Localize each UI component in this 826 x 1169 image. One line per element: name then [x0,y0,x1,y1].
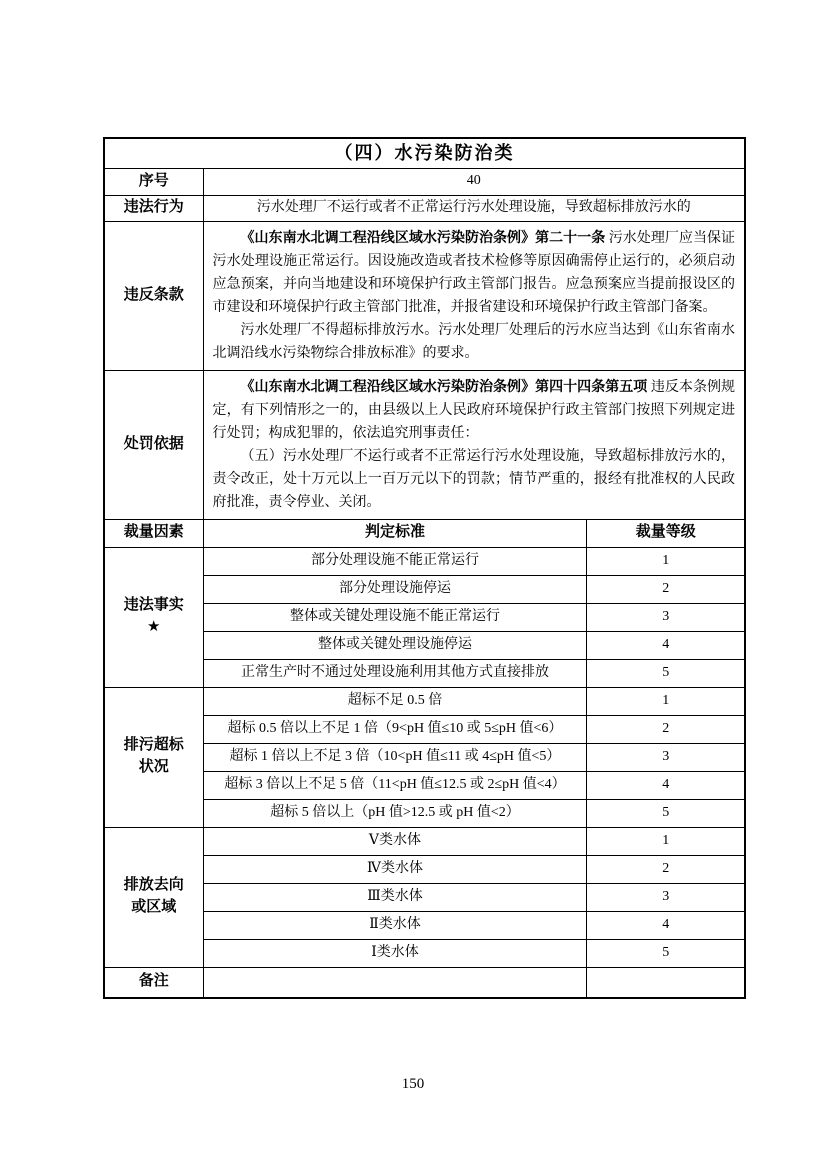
criteria-cell: 正常生产时不通过处理设施利用其他方式直接排放 [203,659,587,687]
penalty-paragraph-1-text: 违反本条例规定，有下列情形之一的，由县级以上人民政府环境保护行政主管部门按照下列规定进行处罚；构成犯罪的，依法追究刑事责任： [212,379,736,441]
criteria-cell: 整体或关键处理设施停运 [203,631,587,659]
note-row [104,967,745,998]
serial-label: 序号 [104,168,203,195]
serial-value: 40 [203,168,745,195]
table-row [104,687,745,715]
factor-label-exceedance [104,687,203,827]
factor-label-destination [104,827,203,967]
criteria-cell: Ⅳ类水体 [203,855,587,883]
violation-label: 违法行为 [104,195,203,221]
criteria-cell: 超标 5 倍以上（pH 值>12.5 或 pH 值<2） [203,799,587,827]
provision-paragraph-1-text: 污水处理厂应当保证污水处理设施正常运行。因设施改造或者技术检修等原因确需停止运行的，必须启动应急预案，并向当地建设和环境保护行政主管部门报告。应急预案应当提前报设区的市建设和环境保护行政主管部门批准，并报省建设和环境保护行政主管部门备案。 [212,230,736,315]
factor-label-line2: 或区域 [131,899,177,915]
grade-cell: 4 [587,631,745,659]
penalty-citation-bold: 《山东南水北调工程沿线区域水污染防治条例》第四十四条第五项 [240,379,651,395]
criteria-cell: 部分处理设施不能正常运行 [203,547,587,575]
factor-label-illegal-facts [104,547,203,687]
criteria-cell: 超标 3 倍以上不足 5 倍（11<pH 值≤12.5 或 2≤pH 值<4） [203,771,587,799]
regulation-table [103,137,746,999]
grade-cell: 1 [587,687,745,715]
serial-row [104,168,745,195]
criteria-cell: 整体或关键处理设施不能正常运行 [203,603,587,631]
header-grade: 裁量等级 [587,519,745,547]
note-value [203,967,587,998]
grade-cell: 1 [587,547,745,575]
penalty-row [104,370,745,519]
note-grade-cell [587,967,745,998]
criteria-cell: 超标 0.5 倍以上不足 1 倍（9<pH 值≤10 或 5≤pH 值<6） [203,715,587,743]
factor-label-line2: 状况 [138,759,169,775]
violation-row [104,195,745,221]
header-criteria: 判定标准 [203,519,587,547]
star-icon: ★ [147,619,161,635]
criteria-cell: Ⅱ类水体 [203,911,587,939]
violation-value: 污水处理厂不运行或者不正常运行污水处理设施，导致超标排放污水的 [203,195,745,221]
provision-paragraph-2 [213,319,736,365]
grade-cell: 2 [587,855,745,883]
law-citation-bold: 《山东南水北调工程沿线区域水污染防治条例》第二十一条 [240,230,609,246]
provision-paragraph-2-text: 污水处理厂不得超标排放污水。污水处理厂处理后的污水应当达到《山东省南水北调沿线水污染物综合排放标准》的要求。 [212,322,735,361]
penalty-label: 处罚依据 [104,370,203,519]
criteria-cell: 部分处理设施停运 [203,575,587,603]
criteria-cell: Ⅲ类水体 [203,883,587,911]
criteria-cell: 超标不足 0.5 倍 [203,687,587,715]
provision-content [203,221,745,370]
penalty-paragraph-2 [213,445,736,514]
factor-header-row [104,519,745,547]
factor-label-line1: 排污超标 [123,737,184,754]
provision-label: 违反条款 [104,221,203,370]
table-title-row [104,138,745,168]
factor-label-line1: 违法事实 [123,597,184,614]
grade-cell: 5 [587,939,745,967]
grade-cell: 2 [587,715,745,743]
table-row [104,827,745,855]
provision-paragraph-1 [213,227,736,319]
factor-label-line1: 排放去向 [123,877,184,894]
criteria-cell: Ⅴ类水体 [203,827,587,855]
criteria-cell: 超标 1 倍以上不足 3 倍（10<pH 值≤11 或 4≤pH 值<5） [203,743,587,771]
criteria-cell: Ⅰ类水体 [203,939,587,967]
grade-cell: 3 [587,743,745,771]
penalty-paragraph-1 [213,376,736,445]
table-title: （四）水污染防治类 [104,138,745,168]
penalty-paragraph-2-text: （五）污水处理厂不运行或者不正常运行污水处理设施，导致超标排放污水的，责令改正，处十万元以上一百万元以下的罚款；情节严重的，报经有批准权的人民政府批准，责令停业、关闭。 [212,448,735,510]
grade-cell: 1 [587,827,745,855]
grade-cell: 4 [587,771,745,799]
grade-cell: 2 [587,575,745,603]
grade-cell: 5 [587,659,745,687]
header-factor: 裁量因素 [104,519,203,547]
note-label: 备注 [104,967,203,998]
grade-cell: 3 [587,883,745,911]
table-row [104,547,745,575]
provision-row [104,221,745,370]
grade-cell: 3 [587,603,745,631]
penalty-content [203,370,745,519]
grade-cell: 4 [587,911,745,939]
grade-cell: 5 [587,799,745,827]
page-number: 150 [401,1076,425,1092]
